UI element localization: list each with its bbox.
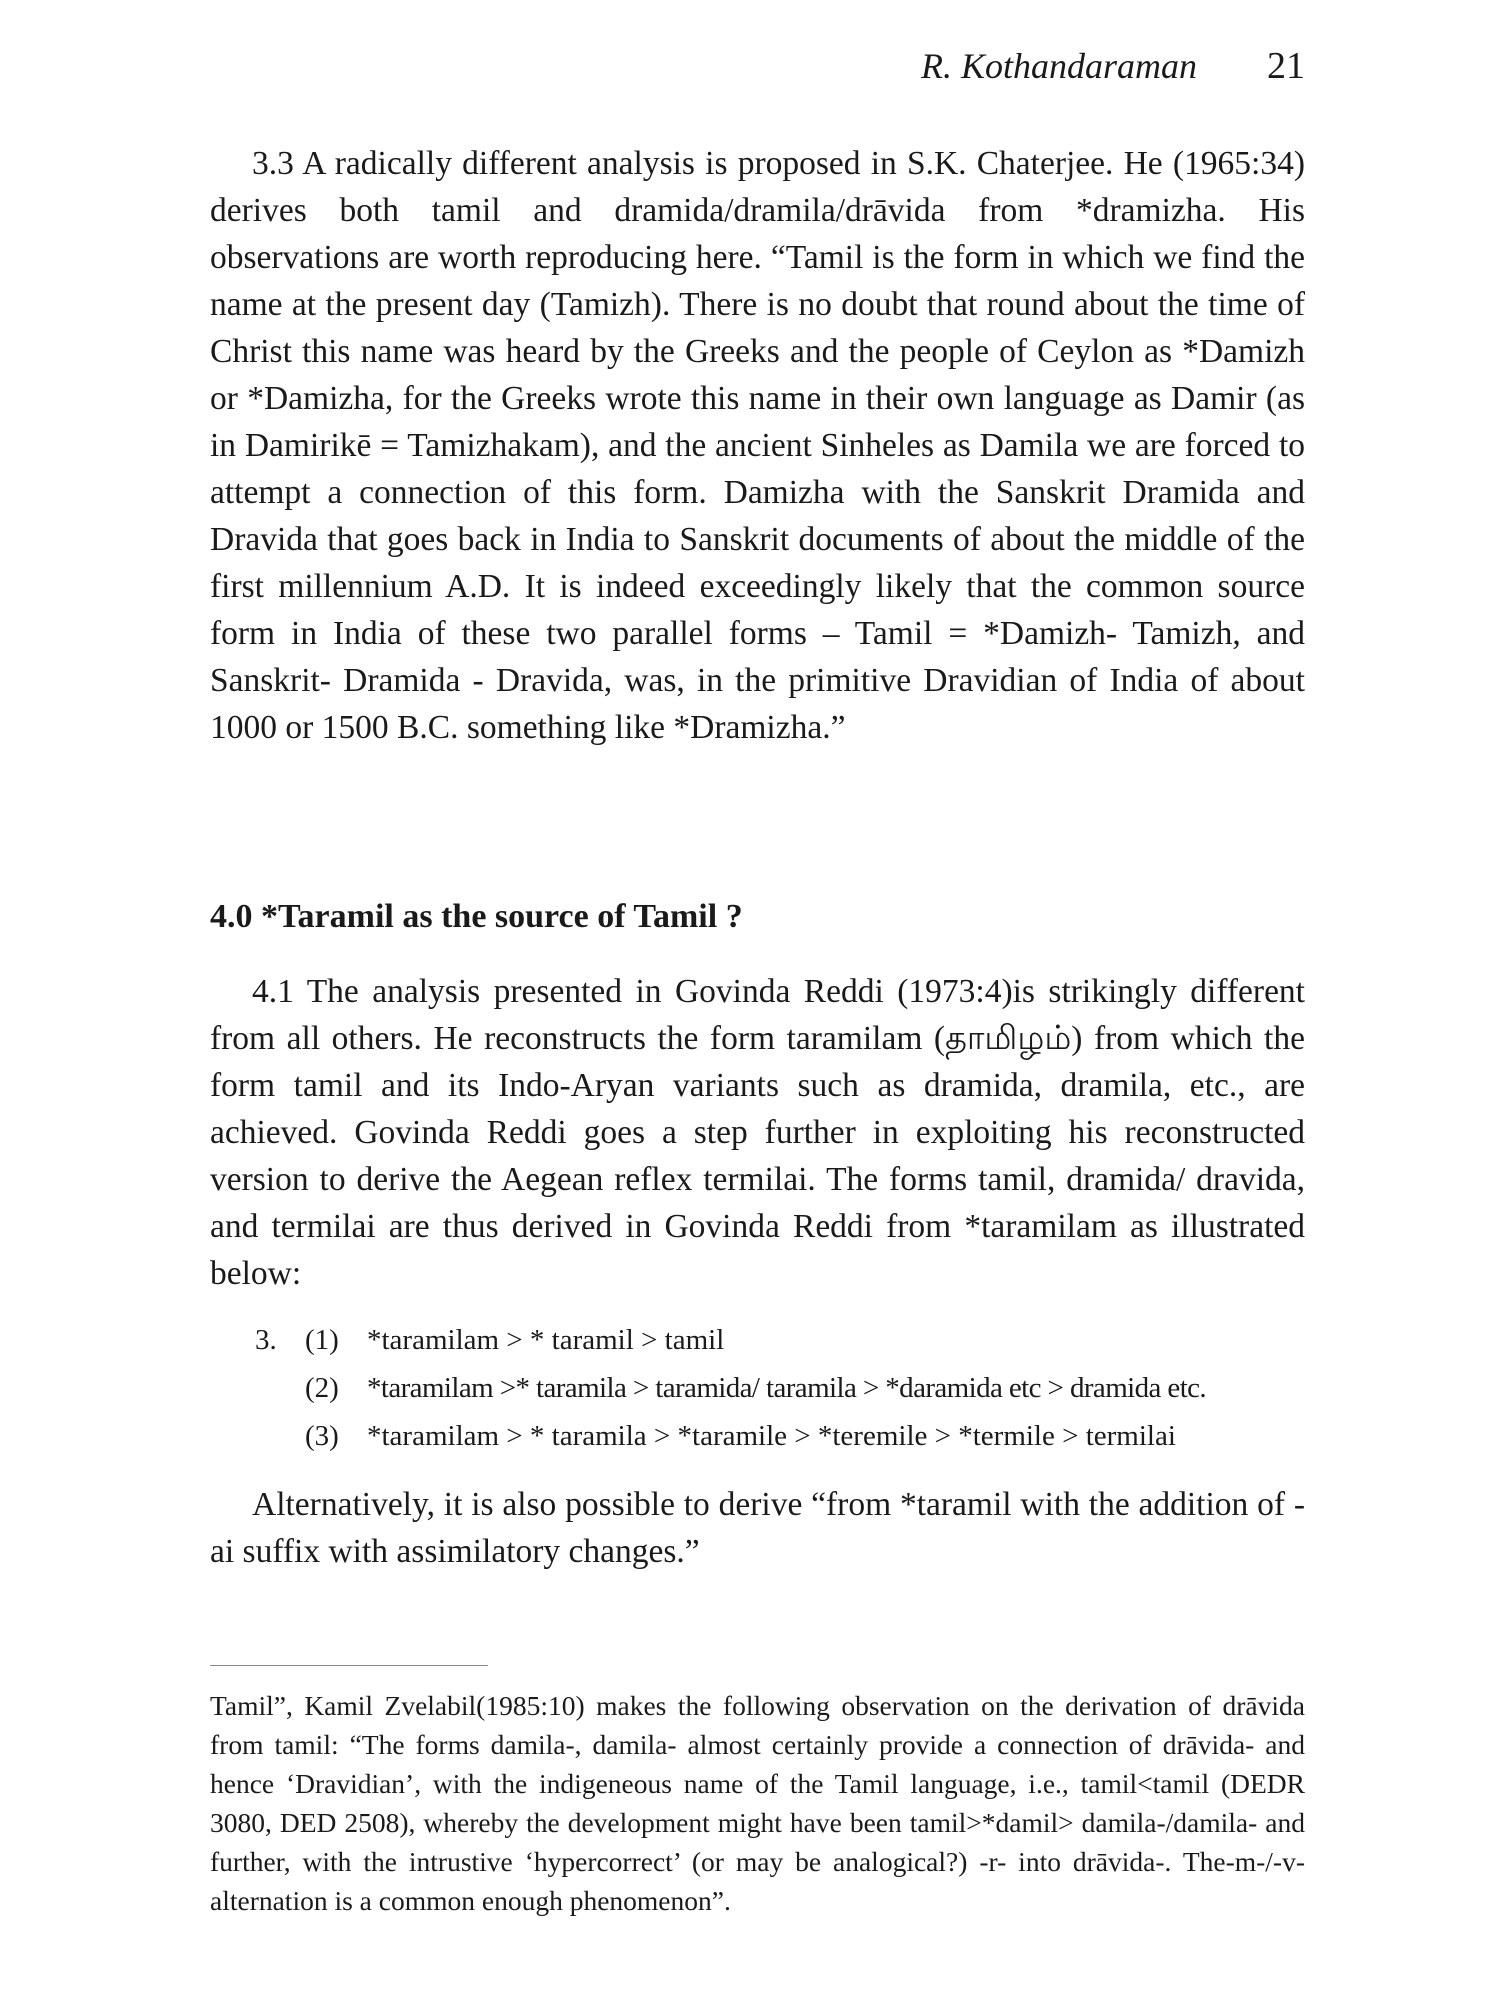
section-4-1-paragraph: 4.1 The analysis presented in Govinda Reddi (1973:4)is strikingly different from all others. He reconstructs the form taramilam (தாமிழம்) from which the form tamil and its Indo-Aryan variants such as dramida, dramila, etc., are achieved. Govinda Reddi goes a step further in exploiting his reconstructed version to derive the Aegean reflex termilai. The forms tamil, dramida/ dravida, and termilai are thus derived in Govinda Reddi from *taramilam as illustrated below: [210,973,1305,1292]
list-item [255,1364,1305,1412]
header-author: R. Kothandaraman [920,46,1197,86]
derivation-index: (3) [305,1420,339,1452]
section-3-3-paragraph: 3.3 A radically different analysis is proposed in S.K. Chaterjee. He (1965:34) derives both tamil and dramida/dramila/drāvida from *dramizha. His observations are worth reproducing here. “Tamil is the form in which we find the name at the present day (Tamizh). There is no doubt that round about the time of Christ this name was heard by the Greeks and the people of Ceylon as *Damizh or *Damizha, for the Greeks wrote this name in their own language as Damir (as in Damirikē = Tamizhakam), and the ancient Sinheles as Damila we are forced to attempt a connection of this form. Damizha with the Sanskrit Dramida and Dravida that goes back in India to Sanskrit documents of about the middle of the first millennium A.D. It is indeed exceedingly likely that the common source form in India of these two parallel forms – Tamil = *Damizh- Tamizh, and Sanskrit- Dramida - Dravida, was, in the primitive Dravidian of India of about 1000 or 1500 B.C. something like *Dramizha.” [210,145,1305,746]
page-number: 21 [1267,45,1305,87]
derivation-list [255,1316,1305,1460]
list-item [255,1412,1305,1460]
section-4-0-heading: 4.0 *Taramil as the source of Tamil ? [210,898,743,935]
example-number: 3. [255,1324,277,1356]
footnote-divider [210,1665,488,1666]
derivation-text: *taramilam >* taramila > taramida/ taramila > *daramida etc > dramida etc. [367,1372,1207,1404]
derivation-text: *taramilam > * taramil > tamil [367,1324,725,1356]
derivation-index: (2) [305,1372,339,1404]
section-4-1 [210,968,1305,1297]
derivation-text: *taramilam > * taramila > *taramile > *teremile > *termile > termilai [367,1420,1176,1452]
footnote-text: Tamil”, Kamil Zvelabil(1985:10) makes the following observation on the derivation of drāvida from tamil: “The forms damila-, damila- almost certainly provide a connection of drāvida- and hence ‘Dravidian’, with the indigeneous name of the Tamil language, i.e., tamil<tamil (DEDR 3080, DED 2508), whereby the development might have been tamil>*damil> damila-/damila- and further, with the intrustive ‘hypercorrect’ (or may be analogical?) -r- into drāvida-. The-m-/-v- alternation is a common enough phenomenon”. [210,1690,1305,1916]
list-item [255,1316,1305,1364]
section-3-3 [210,140,1305,751]
footnote [210,1686,1305,1920]
running-header [210,44,1305,88]
derivation-index: (1) [305,1324,339,1356]
alternative-section [210,1481,1305,1575]
alternative-paragraph: Alternatively, it is also possible to derive “from *taramil with the addition of -ai suffix with assimilatory changes.” [210,1486,1305,1570]
